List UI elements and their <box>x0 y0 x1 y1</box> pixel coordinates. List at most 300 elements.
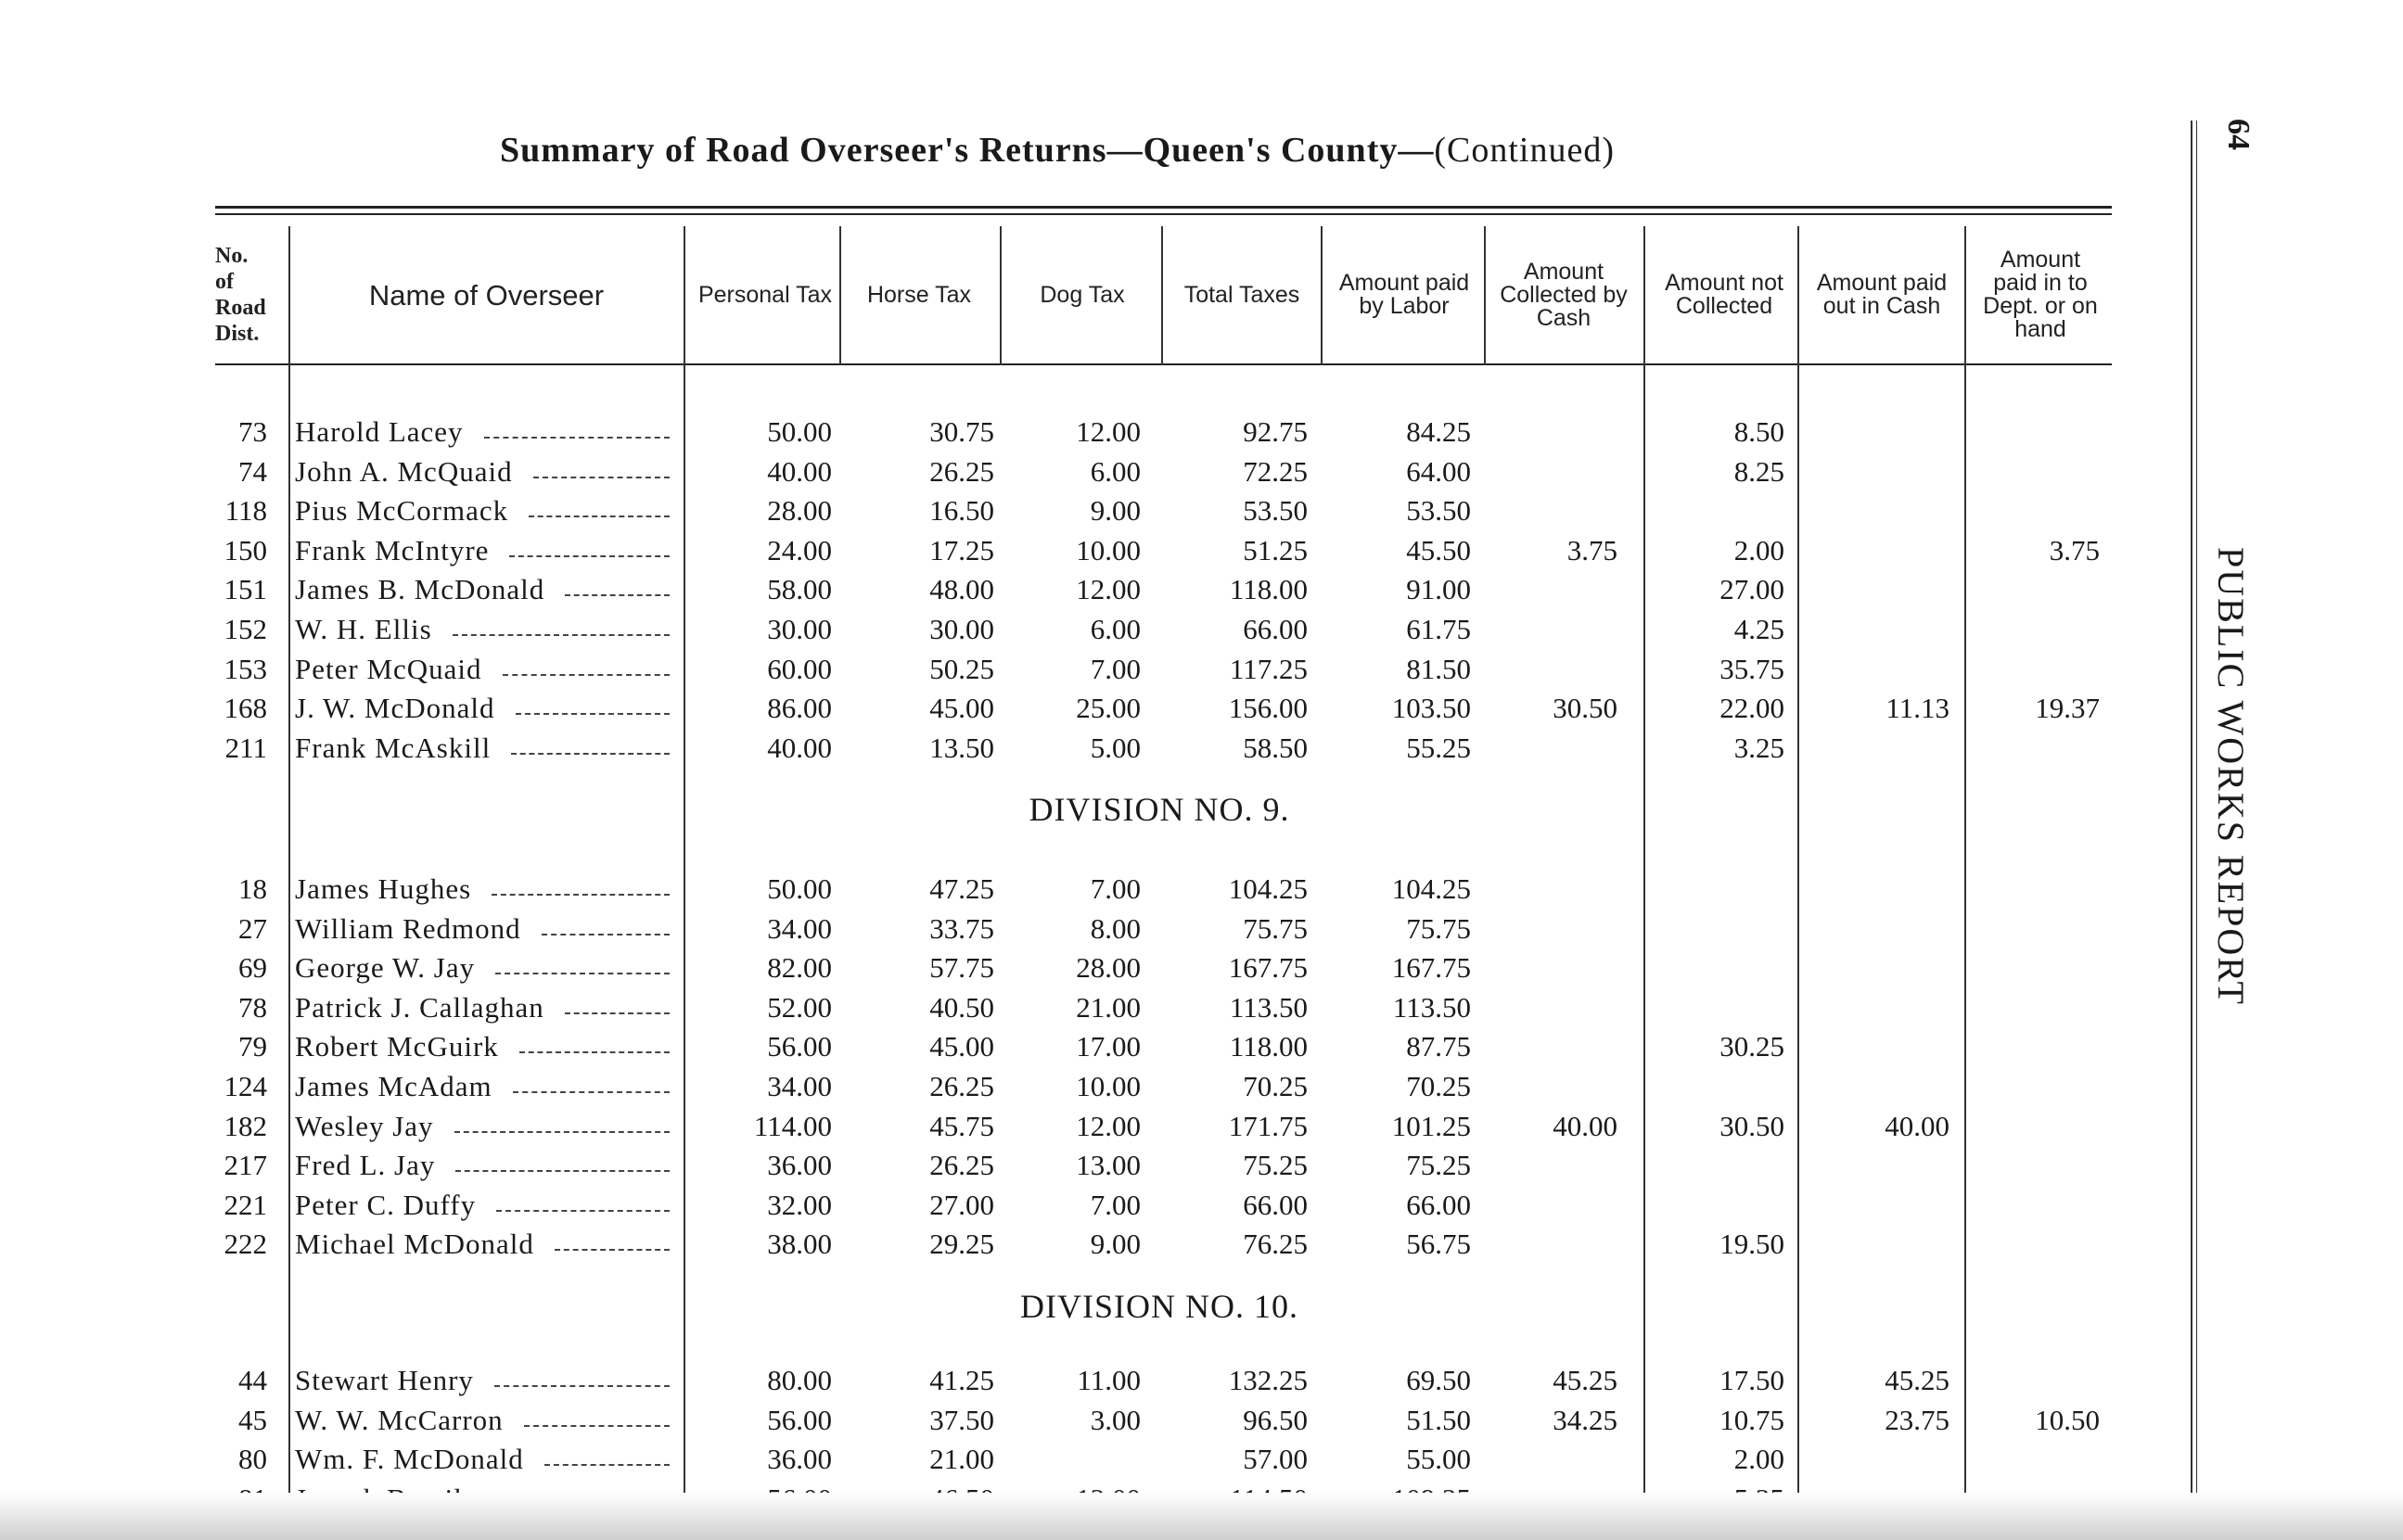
paidout-cell <box>1810 413 1949 452</box>
column-rule <box>1484 226 1486 365</box>
dot-leader <box>494 1385 670 1387</box>
horse-cell: 40.50 <box>929 990 994 1024</box>
dog-cell: 11.00 <box>1077 1364 1141 1396</box>
header-not-collected: Amount not Collected <box>1665 270 1783 319</box>
overseer-name-cell <box>295 531 677 570</box>
personal-cell: 50.00 <box>767 872 832 905</box>
horse-cell: 41.25 <box>929 1364 994 1396</box>
personal-cell: 82.00 <box>767 951 832 985</box>
dot-leader <box>565 594 670 596</box>
labor-cell: 104.25 <box>1391 872 1471 905</box>
dog-cell: 12.00 <box>1076 573 1141 606</box>
notcollected-cell <box>1645 910 1784 948</box>
overseer-name-cell <box>295 413 677 452</box>
table-row <box>0 1401 2403 1440</box>
overseer-name-text: James McAdam <box>295 1070 492 1102</box>
notcollected-cell <box>1645 988 1784 1027</box>
dog-cell: 10.00 <box>1076 1070 1141 1102</box>
dot-leader <box>533 477 670 478</box>
paidout-cell <box>1810 1027 1949 1066</box>
dept-cell <box>1961 610 2100 649</box>
personal-cell: 60.00 <box>767 652 832 685</box>
notcollected-cell: 27.00 <box>1719 573 1784 606</box>
dept-cell <box>1961 1361 2100 1400</box>
notcollected-cell: 8.25 <box>1733 454 1784 488</box>
horse-cell: 57.75 <box>929 951 994 985</box>
cash-cell <box>1478 1146 1617 1185</box>
overseer-name-text: W. W. McCarron <box>295 1403 504 1436</box>
horse-cell: 16.50 <box>929 494 994 528</box>
labor-cell: 45.50 <box>1406 533 1471 566</box>
notcollected-cell: 17.50 <box>1719 1364 1784 1396</box>
personal-cell: 58.00 <box>767 573 832 606</box>
dot-leader <box>495 973 670 974</box>
notcollected-cell: 4.25 <box>1733 613 1784 645</box>
road-dist-cell: 80 <box>238 1443 267 1476</box>
horse-cell: 47.25 <box>929 872 994 905</box>
total-cell: 58.50 <box>1243 731 1308 764</box>
overseer-name-cell <box>295 1027 677 1066</box>
overseer-name-text: William Redmond <box>295 911 521 945</box>
table-row <box>0 570 2403 609</box>
labor-cell: 66.00 <box>1406 1188 1471 1221</box>
overseer-name-cell <box>295 1186 677 1225</box>
table-row <box>0 1107 2403 1146</box>
header-horse-tax: Horse Tax <box>866 281 972 308</box>
title-rule-bottom <box>215 213 2112 215</box>
page-title <box>213 130 1901 171</box>
table-row <box>0 1067 2403 1106</box>
total-cell: 66.00 <box>1243 1188 1308 1221</box>
header-dog-tax: Dog Tax <box>1040 281 1125 308</box>
title-main: Summary of Road Overseer's Returns—Queen's County— <box>500 131 1435 170</box>
dot-leader <box>513 1091 670 1093</box>
personal-cell: 28.00 <box>767 494 832 528</box>
paidout-cell <box>1810 531 1949 570</box>
total-cell: 118.00 <box>1229 573 1308 606</box>
dog-cell: 13.00 <box>1076 1149 1141 1182</box>
notcollected-cell <box>1645 870 1784 909</box>
cash-cell <box>1478 1186 1617 1225</box>
labor-cell: 53.50 <box>1406 494 1471 528</box>
cash-cell <box>1478 650 1617 689</box>
column-rule <box>839 226 841 365</box>
overseer-name-cell <box>295 1107 677 1146</box>
overseer-name-cell <box>295 988 677 1027</box>
division-heading: DIVISION NO. 10. <box>1020 1288 1298 1325</box>
road-dist-cell: 69 <box>238 951 267 985</box>
personal-cell: 36.00 <box>767 1443 832 1476</box>
dot-leader <box>509 555 670 557</box>
dog-cell: 17.00 <box>1076 1030 1141 1063</box>
personal-cell: 34.00 <box>767 911 832 945</box>
personal-cell: 30.00 <box>767 613 832 645</box>
personal-cell: 56.00 <box>767 1030 832 1063</box>
notcollected-cell <box>1645 1067 1784 1106</box>
dog-cell <box>1002 1440 1141 1479</box>
overseer-name-cell <box>295 1401 677 1440</box>
table-row <box>0 1361 2403 1400</box>
cash-cell <box>1478 1440 1617 1479</box>
dept-cell <box>1961 988 2100 1027</box>
table-row <box>0 910 2403 948</box>
road-dist-cell: 150 <box>224 533 267 566</box>
paidout-cell <box>1810 570 1949 609</box>
dot-leader <box>503 674 670 676</box>
overseer-name-cell <box>295 610 677 649</box>
table-row <box>0 531 2403 570</box>
dot-leader <box>454 1131 670 1133</box>
header-collected-by-cash: Amount Collected by Cash <box>1500 258 1628 331</box>
page-edge-shadow <box>0 1493 2403 1540</box>
cash-cell: 3.75 <box>1566 533 1617 566</box>
overseer-name-text: Patrick J. Callaghan <box>295 990 544 1024</box>
dog-cell: 7.00 <box>1090 872 1141 905</box>
dog-cell: 7.00 <box>1090 1188 1141 1221</box>
table-row <box>0 689 2403 728</box>
notcollected-cell: 22.00 <box>1719 692 1784 725</box>
road-dist-cell: 78 <box>238 990 267 1024</box>
overseer-name-cell <box>295 650 677 689</box>
cash-cell <box>1478 870 1617 909</box>
road-dist-cell: 74 <box>238 454 267 488</box>
table-row <box>0 1225 2403 1264</box>
dog-cell: 6.00 <box>1090 454 1141 488</box>
header-paid-out-cash: Amount paid out in Cash <box>1816 270 1948 319</box>
table-row <box>0 491 2403 530</box>
dot-leader <box>565 1012 670 1014</box>
total-cell: 75.25 <box>1243 1149 1308 1182</box>
notcollected-cell: 30.25 <box>1719 1030 1784 1063</box>
margin-rule <box>2196 121 2197 1493</box>
cash-cell <box>1478 1027 1617 1066</box>
paidout-cell: 11.13 <box>1885 692 1949 725</box>
notcollected-cell <box>1645 1146 1784 1185</box>
paidout-cell: 45.25 <box>1885 1364 1949 1396</box>
labor-cell: 84.25 <box>1406 415 1471 448</box>
road-dist-cell: 18 <box>238 872 267 905</box>
overseer-name-cell <box>295 1067 677 1106</box>
cash-cell <box>1478 491 1617 530</box>
cash-cell <box>1478 413 1617 452</box>
labor-cell: 81.50 <box>1406 652 1471 685</box>
personal-cell: 114.00 <box>753 1109 832 1142</box>
road-dist-cell: 168 <box>224 692 267 725</box>
total-cell: 72.25 <box>1243 454 1308 488</box>
labor-cell: 61.75 <box>1406 613 1471 645</box>
dog-cell: 6.00 <box>1090 613 1141 645</box>
header-rule <box>215 363 2112 365</box>
header-total-taxes: Total Taxes <box>1183 281 1300 308</box>
dept-cell <box>1961 729 2100 768</box>
total-cell: 57.00 <box>1243 1443 1308 1476</box>
overseer-name-cell <box>295 491 677 530</box>
labor-cell: 56.75 <box>1406 1228 1471 1261</box>
table-row <box>0 1186 2403 1225</box>
total-cell: 75.75 <box>1243 911 1308 945</box>
horse-cell: 27.00 <box>929 1188 994 1221</box>
header-paid-by-labor: Amount paid by Labor <box>1338 270 1470 319</box>
title-continued: (Continued) <box>1434 131 1615 170</box>
personal-cell: 86.00 <box>767 692 832 725</box>
header-overseer-name: Name of Overseer <box>368 278 605 312</box>
division-heading: DIVISION NO. 9. <box>1029 791 1290 828</box>
total-cell: 66.00 <box>1243 613 1308 645</box>
labor-cell: 101.25 <box>1391 1109 1471 1142</box>
personal-cell: 56.00 <box>767 1403 832 1436</box>
total-cell: 156.00 <box>1228 692 1308 725</box>
table-row <box>0 1027 2403 1066</box>
labor-cell: 75.25 <box>1406 1149 1471 1182</box>
paidout-cell <box>1810 491 1949 530</box>
overseer-name-cell <box>295 452 677 491</box>
page-number: 64 <box>2221 119 2256 150</box>
overseer-name-text: Peter McQuaid <box>295 652 482 685</box>
dog-cell: 9.00 <box>1090 1228 1141 1261</box>
personal-cell: 32.00 <box>767 1188 832 1221</box>
overseer-name-text: Wm. F. McDonald <box>295 1443 524 1476</box>
header-road-dist: No. of Road Dist. <box>215 244 266 346</box>
overseer-name-cell <box>295 570 677 609</box>
cash-cell: 45.25 <box>1553 1364 1617 1396</box>
horse-cell: 37.50 <box>929 1403 994 1436</box>
road-dist-cell: 79 <box>238 1030 267 1063</box>
dept-cell <box>1961 1107 2100 1146</box>
dot-leader <box>511 753 670 755</box>
dog-cell: 7.00 <box>1090 652 1141 685</box>
personal-cell: 24.00 <box>767 533 832 566</box>
total-cell: 113.50 <box>1229 990 1308 1024</box>
dept-cell: 3.75 <box>2049 533 2100 566</box>
notcollected-cell <box>1645 948 1784 987</box>
cash-cell <box>1478 452 1617 491</box>
dot-leader <box>453 634 670 636</box>
dot-leader <box>544 1464 670 1466</box>
labor-cell: 91.00 <box>1406 573 1471 606</box>
dot-leader <box>516 713 670 715</box>
personal-cell: 52.00 <box>767 990 832 1024</box>
labor-cell: 55.25 <box>1406 731 1471 764</box>
dept-cell <box>1961 870 2100 909</box>
paidout-cell <box>1810 1067 1949 1106</box>
dog-cell: 3.00 <box>1090 1403 1141 1436</box>
dept-cell <box>1961 1186 2100 1225</box>
dot-leader <box>496 1210 670 1212</box>
table-row <box>0 650 2403 689</box>
dot-leader <box>519 1051 670 1053</box>
horse-cell: 33.75 <box>929 911 994 945</box>
overseer-name-text: Harold Lacey <box>295 415 464 448</box>
dog-cell: 8.00 <box>1090 911 1141 945</box>
notcollected-cell: 19.50 <box>1719 1228 1784 1261</box>
total-cell: 70.25 <box>1243 1070 1308 1102</box>
road-dist-cell: 27 <box>238 911 267 945</box>
dog-cell: 28.00 <box>1076 951 1141 985</box>
paidout-cell <box>1810 948 1949 987</box>
total-cell: 51.25 <box>1243 533 1308 566</box>
cash-cell <box>1478 948 1617 987</box>
dot-leader <box>492 894 670 896</box>
overseer-name-text: J. W. McDonald <box>295 692 495 725</box>
labor-cell: 64.00 <box>1406 454 1471 488</box>
horse-cell: 48.00 <box>929 573 994 606</box>
dot-leader <box>524 1425 670 1427</box>
road-dist-cell: 45 <box>238 1403 267 1436</box>
road-dist-cell: 217 <box>224 1149 267 1182</box>
notcollected-cell: 3.25 <box>1733 731 1784 764</box>
overseer-name-text: George W. Jay <box>295 951 476 985</box>
labor-cell: 113.50 <box>1392 990 1471 1024</box>
table-row <box>0 1440 2403 1479</box>
dept-cell <box>1961 948 2100 987</box>
horse-cell: 50.25 <box>929 652 994 685</box>
labor-cell: 55.00 <box>1406 1443 1471 1476</box>
road-dist-cell: 153 <box>224 652 267 685</box>
overseer-name-text: Michael McDonald <box>295 1228 534 1261</box>
dot-leader <box>455 1170 670 1172</box>
table-row <box>0 1146 2403 1185</box>
dept-cell <box>1961 491 2100 530</box>
dot-leader <box>555 1249 670 1251</box>
table-row <box>0 610 2403 649</box>
overseer-name-text: Stewart Henry <box>295 1364 474 1396</box>
total-cell: 96.50 <box>1243 1403 1308 1436</box>
labor-cell: 75.75 <box>1406 911 1471 945</box>
total-cell: 76.25 <box>1243 1228 1308 1261</box>
paidout-cell <box>1810 988 1949 1027</box>
road-dist-cell: 211 <box>224 731 267 764</box>
total-cell: 117.25 <box>1229 652 1308 685</box>
dog-cell: 10.00 <box>1076 533 1141 566</box>
overseer-name-cell <box>295 948 677 987</box>
road-dist-cell: 221 <box>224 1188 267 1221</box>
overseer-name-text: John A. McQuaid <box>295 454 513 488</box>
notcollected-cell: 10.75 <box>1719 1403 1784 1436</box>
total-cell: 92.75 <box>1243 415 1308 448</box>
paidout-cell <box>1810 910 1949 948</box>
overseer-name-cell <box>295 870 677 909</box>
overseer-name-cell <box>295 910 677 948</box>
dept-cell: 19.37 <box>2035 692 2100 725</box>
overseer-name-cell <box>295 1361 677 1400</box>
labor-cell: 70.25 <box>1406 1070 1471 1102</box>
paidout-cell <box>1810 650 1949 689</box>
labor-cell: 167.75 <box>1391 951 1471 985</box>
dept-cell <box>1961 1146 2100 1185</box>
overseer-name-text: Pius McCormack <box>295 494 509 528</box>
notcollected-cell: 2.00 <box>1733 1443 1784 1476</box>
dept-cell <box>1961 1067 2100 1106</box>
overseer-name-text: Peter C. Duffy <box>295 1188 477 1221</box>
overseer-name-text: Frank McAskill <box>295 731 492 764</box>
personal-cell: 50.00 <box>767 415 832 448</box>
table-row <box>0 729 2403 768</box>
dept-cell <box>1961 1027 2100 1066</box>
dot-leader <box>529 515 670 517</box>
personal-cell: 36.00 <box>767 1149 832 1182</box>
notcollected-cell: 30.50 <box>1719 1109 1784 1142</box>
horse-cell: 45.00 <box>929 692 994 725</box>
dog-cell: 21.00 <box>1076 990 1141 1024</box>
horse-cell: 26.25 <box>929 1149 994 1182</box>
horse-cell: 29.25 <box>929 1228 994 1261</box>
dept-cell <box>1961 650 2100 689</box>
cash-cell <box>1478 988 1617 1027</box>
overseer-name-text: W. H. Ellis <box>295 613 432 645</box>
personal-cell: 38.00 <box>767 1228 832 1261</box>
notcollected-cell <box>1645 1186 1784 1225</box>
column-rule <box>1321 226 1323 365</box>
horse-cell: 30.00 <box>929 613 994 645</box>
dept-cell <box>1961 413 2100 452</box>
horse-cell: 26.25 <box>929 1070 994 1102</box>
header-personal-tax: Personal Tax <box>697 281 833 308</box>
paidout-cell <box>1810 452 1949 491</box>
labor-cell: 51.50 <box>1406 1403 1471 1436</box>
labor-cell: 87.75 <box>1406 1030 1471 1063</box>
table-row <box>0 452 2403 491</box>
notcollected-cell <box>1645 491 1784 530</box>
road-dist-cell: 124 <box>224 1070 267 1102</box>
cash-cell <box>1478 1067 1617 1106</box>
dept-cell <box>1961 570 2100 609</box>
dog-cell: 9.00 <box>1090 494 1141 528</box>
dog-cell: 5.00 <box>1090 731 1141 764</box>
cash-cell: 34.25 <box>1553 1403 1617 1436</box>
cash-cell: 40.00 <box>1553 1109 1617 1142</box>
paidout-cell <box>1810 1440 1949 1479</box>
total-cell: 132.25 <box>1228 1364 1308 1396</box>
overseer-name-cell <box>295 1225 677 1264</box>
overseer-name-cell <box>295 729 677 768</box>
paidout-cell <box>1810 1146 1949 1185</box>
dept-cell <box>1961 1440 2100 1479</box>
horse-cell: 45.00 <box>929 1030 994 1063</box>
overseer-name-text: James Hughes <box>295 872 472 905</box>
labor-cell: 69.50 <box>1406 1364 1471 1396</box>
horse-cell: 45.75 <box>929 1109 994 1142</box>
dog-cell: 12.00 <box>1076 415 1141 448</box>
personal-cell: 34.00 <box>767 1070 832 1102</box>
notcollected-cell: 8.50 <box>1733 415 1784 448</box>
labor-cell: 103.50 <box>1391 692 1471 725</box>
overseer-name-text: Frank McIntyre <box>295 533 490 566</box>
column-rule <box>1161 226 1163 365</box>
horse-cell: 30.75 <box>929 415 994 448</box>
horse-cell: 26.25 <box>929 454 994 488</box>
dept-cell: 10.50 <box>2035 1403 2100 1436</box>
cash-cell <box>1478 910 1617 948</box>
paidout-cell <box>1810 1186 1949 1225</box>
cash-cell <box>1478 570 1617 609</box>
horse-cell: 21.00 <box>929 1443 994 1476</box>
dept-cell <box>1961 1225 2100 1264</box>
cash-cell <box>1478 729 1617 768</box>
column-rule <box>1000 226 1002 365</box>
notcollected-cell: 2.00 <box>1733 533 1784 566</box>
overseer-name-cell <box>295 1440 677 1479</box>
cash-cell <box>1478 610 1617 649</box>
notcollected-cell: 35.75 <box>1719 652 1784 685</box>
paidout-cell: 23.75 <box>1885 1403 1949 1436</box>
paidout-cell <box>1810 1225 1949 1264</box>
total-cell: 104.25 <box>1228 872 1308 905</box>
overseer-name-text: Wesley Jay <box>295 1109 434 1142</box>
overseer-name-cell <box>295 689 677 728</box>
dept-cell <box>1961 910 2100 948</box>
title-rule-top <box>215 206 2112 209</box>
overseer-name-text: Fred L. Jay <box>295 1149 436 1182</box>
